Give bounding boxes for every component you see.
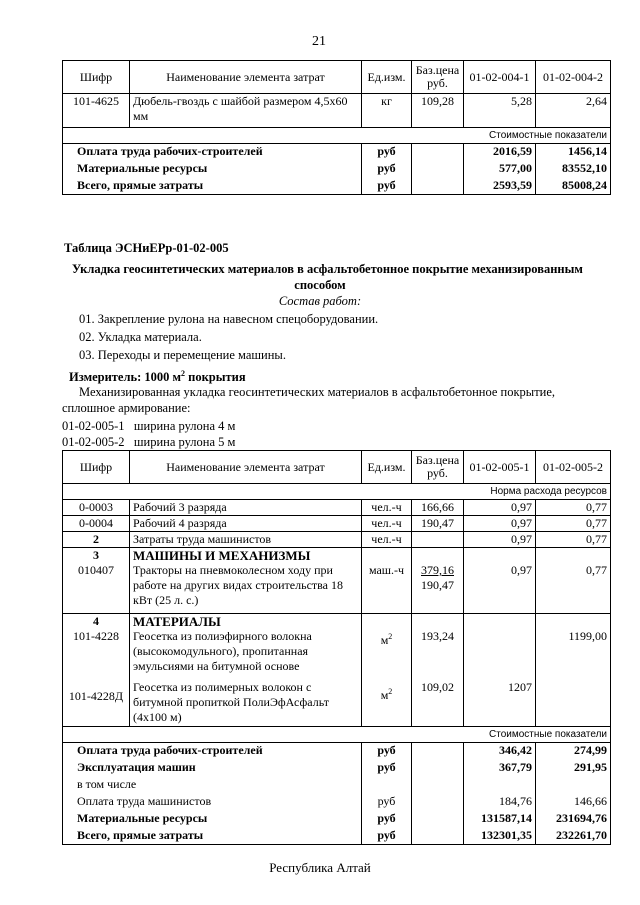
row-unit: маш.-ч	[362, 548, 412, 614]
summary-label: Всего, прямые затраты	[63, 178, 362, 195]
group-name-cell	[130, 548, 362, 614]
row-code: 101-4625	[63, 94, 130, 128]
row-v2: 0,77	[536, 548, 611, 614]
row-price: 379,16 190,47	[412, 548, 464, 614]
variant-line: 01-02-005-1 ширина рулона 4 м	[62, 419, 236, 433]
row-price: 190,47	[412, 516, 464, 532]
row-v2: 0,77	[536, 516, 611, 532]
summary-v1	[464, 777, 536, 794]
table-title: Таблица ЭСНиЕРр-01-02-005	[64, 241, 229, 255]
row-name: Тракторы на пневмоколесном ходу при работе на других видах строительства 18 кВт (25 л. с.)	[133, 563, 343, 607]
row-v2: 0,77	[536, 532, 611, 548]
summary-row	[63, 178, 611, 195]
row-v1: 0,97	[464, 500, 536, 516]
row-unit: чел.-ч	[362, 500, 412, 516]
summary-v2: 85008,24	[536, 178, 611, 195]
row-name: Рабочий 3 разряда	[130, 500, 362, 516]
header-name: Наименование элемента затрат	[130, 61, 362, 94]
summary-v1: 131587,14	[464, 811, 536, 828]
work-step: 03. Переходы и перемещение машины.	[79, 348, 286, 362]
table-subtitle-line2: способом	[294, 278, 346, 292]
header-name: Наименование элемента затрат	[130, 451, 362, 484]
summary-unit: руб	[362, 794, 412, 811]
summary-unit: руб	[362, 161, 412, 178]
header-code: Шифр	[63, 451, 130, 484]
description-line1: Механизированная укладка геосинтетических материалов в асфальтобетонное покрытие,	[79, 385, 556, 399]
summary-price	[412, 760, 464, 777]
table-header	[63, 451, 611, 484]
table-row	[63, 500, 611, 516]
row-price: 193,24 109,02	[412, 614, 464, 727]
section-row	[63, 128, 611, 144]
summary-unit	[362, 777, 412, 794]
summary-v1: 2593,59	[464, 178, 536, 195]
row-unit: кг	[362, 94, 412, 128]
summary-price	[412, 144, 464, 161]
summary-unit: руб	[362, 760, 412, 777]
row-price: 109,28	[412, 94, 464, 128]
summary-price	[412, 178, 464, 195]
summary-v1: 346,42	[464, 743, 536, 760]
row-name: Затраты труда машинистов	[130, 532, 362, 548]
row-code: 0-0004	[63, 516, 130, 532]
row-v2: 2,64	[536, 94, 611, 128]
summary-label: Эксплуатация машин	[63, 760, 362, 777]
description-line2: сплошное армирование:	[62, 401, 191, 415]
row-v1: 0,97	[464, 516, 536, 532]
page-footer: Республика Алтай	[269, 860, 371, 875]
header-unit: Ед.изм.	[362, 61, 412, 94]
summary-price	[412, 777, 464, 794]
group-title: МАШИНЫ И МЕХАНИЗМЫ	[133, 548, 311, 563]
table-header	[63, 61, 611, 94]
row-v1: 5,28	[464, 94, 536, 128]
row-v1: 0,97	[464, 532, 536, 548]
row-v1: 1207	[464, 614, 536, 727]
summary-v2: 1456,14	[536, 144, 611, 161]
machines-group	[63, 548, 611, 614]
summary-row	[63, 794, 611, 811]
row-code: 010407	[78, 563, 114, 577]
summary-unit: руб	[362, 743, 412, 760]
summary-price	[412, 743, 464, 760]
row-name: Дюбель-гвоздь с шайбой размером 4,5х60 мм	[130, 94, 362, 128]
materials-group	[63, 614, 611, 727]
summary-price	[412, 161, 464, 178]
table-row	[63, 516, 611, 532]
summary-label: в том числе	[63, 777, 362, 794]
header-unit: Ед.изм.	[362, 451, 412, 484]
section-row	[63, 727, 611, 743]
summary-unit: руб	[362, 828, 412, 845]
summary-label: Оплата труда рабочих-строителей	[63, 743, 362, 760]
summary-v2	[536, 777, 611, 794]
summary-v1: 132301,35	[464, 828, 536, 845]
section-label: Норма расхода ресурсов	[63, 484, 611, 500]
summary-v1: 2016,59	[464, 144, 536, 161]
summary-v2: 231694,76	[536, 811, 611, 828]
summary-label: Материальные ресурсы	[63, 161, 362, 178]
row-price	[412, 532, 464, 548]
summary-unit: руб	[362, 811, 412, 828]
summary-price	[412, 794, 464, 811]
summary-price	[412, 811, 464, 828]
header-code: Шифр	[63, 61, 130, 94]
group-name-cell: МАТЕРИАЛЫ Геосетка из полиэфирного волокна (высокомодульного), пропитанная эмульсиями на битумной основе Геосетка из полимерных волокон с битумной пропиткой ПолиЭфАсфальт (4х100 м)	[130, 614, 362, 727]
summary-label: Материальные ресурсы	[63, 811, 362, 828]
summary-v2: 232261,70	[536, 828, 611, 845]
header-col1: 01-02-005-1	[464, 451, 536, 484]
header-col1: 01-02-004-1	[464, 61, 536, 94]
section-label: Стоимостные показатели	[63, 727, 611, 743]
summary-v1: 577,00	[464, 161, 536, 178]
row-code: 0-0003	[63, 500, 130, 516]
summary-row	[63, 144, 611, 161]
row-unit: чел.-ч	[362, 532, 412, 548]
summary-row	[63, 760, 611, 777]
summary-v1: 367,79	[464, 760, 536, 777]
summary-row	[63, 828, 611, 845]
table-row	[63, 532, 611, 548]
cost-table-1	[62, 60, 611, 195]
cost-table-2	[62, 450, 611, 845]
row-v2: 0,77	[536, 500, 611, 516]
summary-row	[63, 777, 611, 794]
header-price: Баз.цена руб.	[412, 61, 464, 94]
summary-v2: 83552,10	[536, 161, 611, 178]
variant-line: 01-02-005-2 ширина рулона 5 м	[62, 435, 236, 449]
table-row	[63, 94, 611, 128]
row-v1: 0,97	[464, 548, 536, 614]
composition-heading: Состав работ:	[278, 294, 362, 308]
page-number: 21	[312, 34, 326, 49]
group-number: 3	[93, 548, 99, 562]
summary-v2: 146,66	[536, 794, 611, 811]
summary-row	[63, 161, 611, 178]
summary-price	[412, 828, 464, 845]
row-unit: $м^2$ $м^2$	[362, 614, 412, 727]
row-code: 2	[63, 532, 130, 548]
group-code-cell	[63, 548, 130, 614]
row-name: Рабочий 4 разряда	[130, 516, 362, 532]
summary-unit: руб	[362, 178, 412, 195]
summary-v1: 184,76	[464, 794, 536, 811]
summary-v2: 291,95	[536, 760, 611, 777]
row-unit: чел.-ч	[362, 516, 412, 532]
work-step: 01. Закрепление рулона на навесном спецоборудовании.	[79, 312, 379, 326]
header-col2: 01-02-005-2	[536, 451, 611, 484]
meter-line: Измеритель: 1000 $м^2$ покрытия	[69, 369, 246, 385]
header-col2: 01-02-004-2	[536, 61, 611, 94]
summary-label: Оплата труда рабочих-строителей	[63, 144, 362, 161]
summary-row	[63, 743, 611, 760]
row-price: 166,66	[412, 500, 464, 516]
header-price: Баз.цена руб.	[412, 451, 464, 484]
summary-v2: 274,99	[536, 743, 611, 760]
section-label: Стоимостные показатели	[63, 128, 611, 144]
summary-label: Оплата труда машинистов	[63, 794, 362, 811]
table-subtitle-line1: Укладка геосинтетических материалов в асфальтобетонное покрытие механизированным	[72, 262, 583, 276]
summary-row	[63, 811, 611, 828]
group-code-cell: 4 101-4228 101-4228Д	[63, 614, 130, 727]
work-step: 02. Укладка материала.	[79, 330, 202, 344]
section-row	[63, 484, 611, 500]
summary-unit: руб	[362, 144, 412, 161]
summary-label: Всего, прямые затраты	[63, 828, 362, 845]
row-v2: 1199,00	[536, 614, 611, 727]
